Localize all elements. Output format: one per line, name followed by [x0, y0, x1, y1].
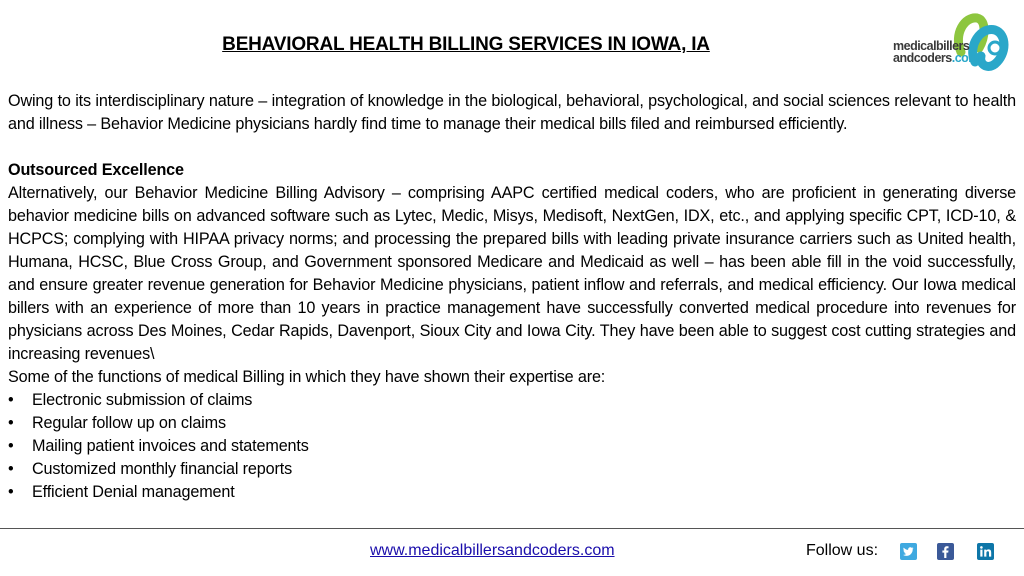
- logo-line-2: andcoders: [893, 51, 952, 65]
- list-item: • Efficient Denial management: [8, 481, 1016, 504]
- list-item: • Mailing patient invoices and statements: [8, 435, 1016, 458]
- facebook-icon[interactable]: [937, 543, 954, 560]
- list-item: • Electronic submission of claims: [8, 389, 1016, 412]
- intro-paragraph: Owing to its interdisciplinary nature – integration of knowledge in the biological, behavioral, psychological, and social sciences relevant to health and illness – Behavior Medicine physicians hardly find time to manage their medical bills filed and reimbursed efficiently.: [8, 92, 1016, 133]
- logo-suffix: .com: [951, 51, 979, 65]
- paragraph-spacer: [8, 136, 1016, 159]
- section-body: Alternatively, our Behavior Medicine Billing Advisory – comprising AAPC certified medical coders, who are proficient in generating diverse behavior medicine bills on advanced software such as Lytec, Medic, Misys, Medisoft, NextGen, IDX, etc., and applying specific CPT, ICD-10, & HCPCS; complying with HIPAA privacy norms; and processing the prepared bills with leading private insurance carriers such as United health, Humana, HCSC, Blue Cross Group, and Government sponsored Medicare and Medicaid as well – has been able fill in the void successfully, and ensure greater revenue generation for Behavior Medicine physicians, patient inflow and referrals, and medical efficiency. Our Iowa medical billers with an experience of more than 10 years in practice management have successfully converted medical procedure into revenues for physicians across Des Moines, Cedar Rapids, Davenport, Sioux City and Iowa City. They have been able to suggest cost cutting strategies and increasing revenues\: [8, 184, 1016, 363]
- logo-wordmark: [893, 40, 979, 64]
- list-intro: Some of the functions of medical Billing in which they have shown their expertise are:: [8, 368, 606, 386]
- list-item: • Regular follow up on claims: [8, 412, 1016, 435]
- website-link[interactable]: www.medicalbillersandcoders.com: [370, 542, 615, 559]
- services-list: [8, 389, 1016, 504]
- company-logo[interactable]: [893, 12, 1015, 74]
- section-heading: Outsourced Excellence: [8, 161, 184, 179]
- footer-divider: [0, 528, 1024, 529]
- list-item: • Customized monthly financial reports: [8, 458, 1016, 481]
- main-content: [8, 90, 1016, 504]
- page-title: BEHAVIORAL HEALTH BILLING SERVICES IN IOWA, IA: [222, 34, 710, 55]
- follow-label: Follow us:: [806, 542, 879, 559]
- linkedin-icon[interactable]: [977, 543, 994, 560]
- logo-line-1: medicalbillers: [893, 39, 970, 53]
- twitter-icon[interactable]: [900, 543, 917, 560]
